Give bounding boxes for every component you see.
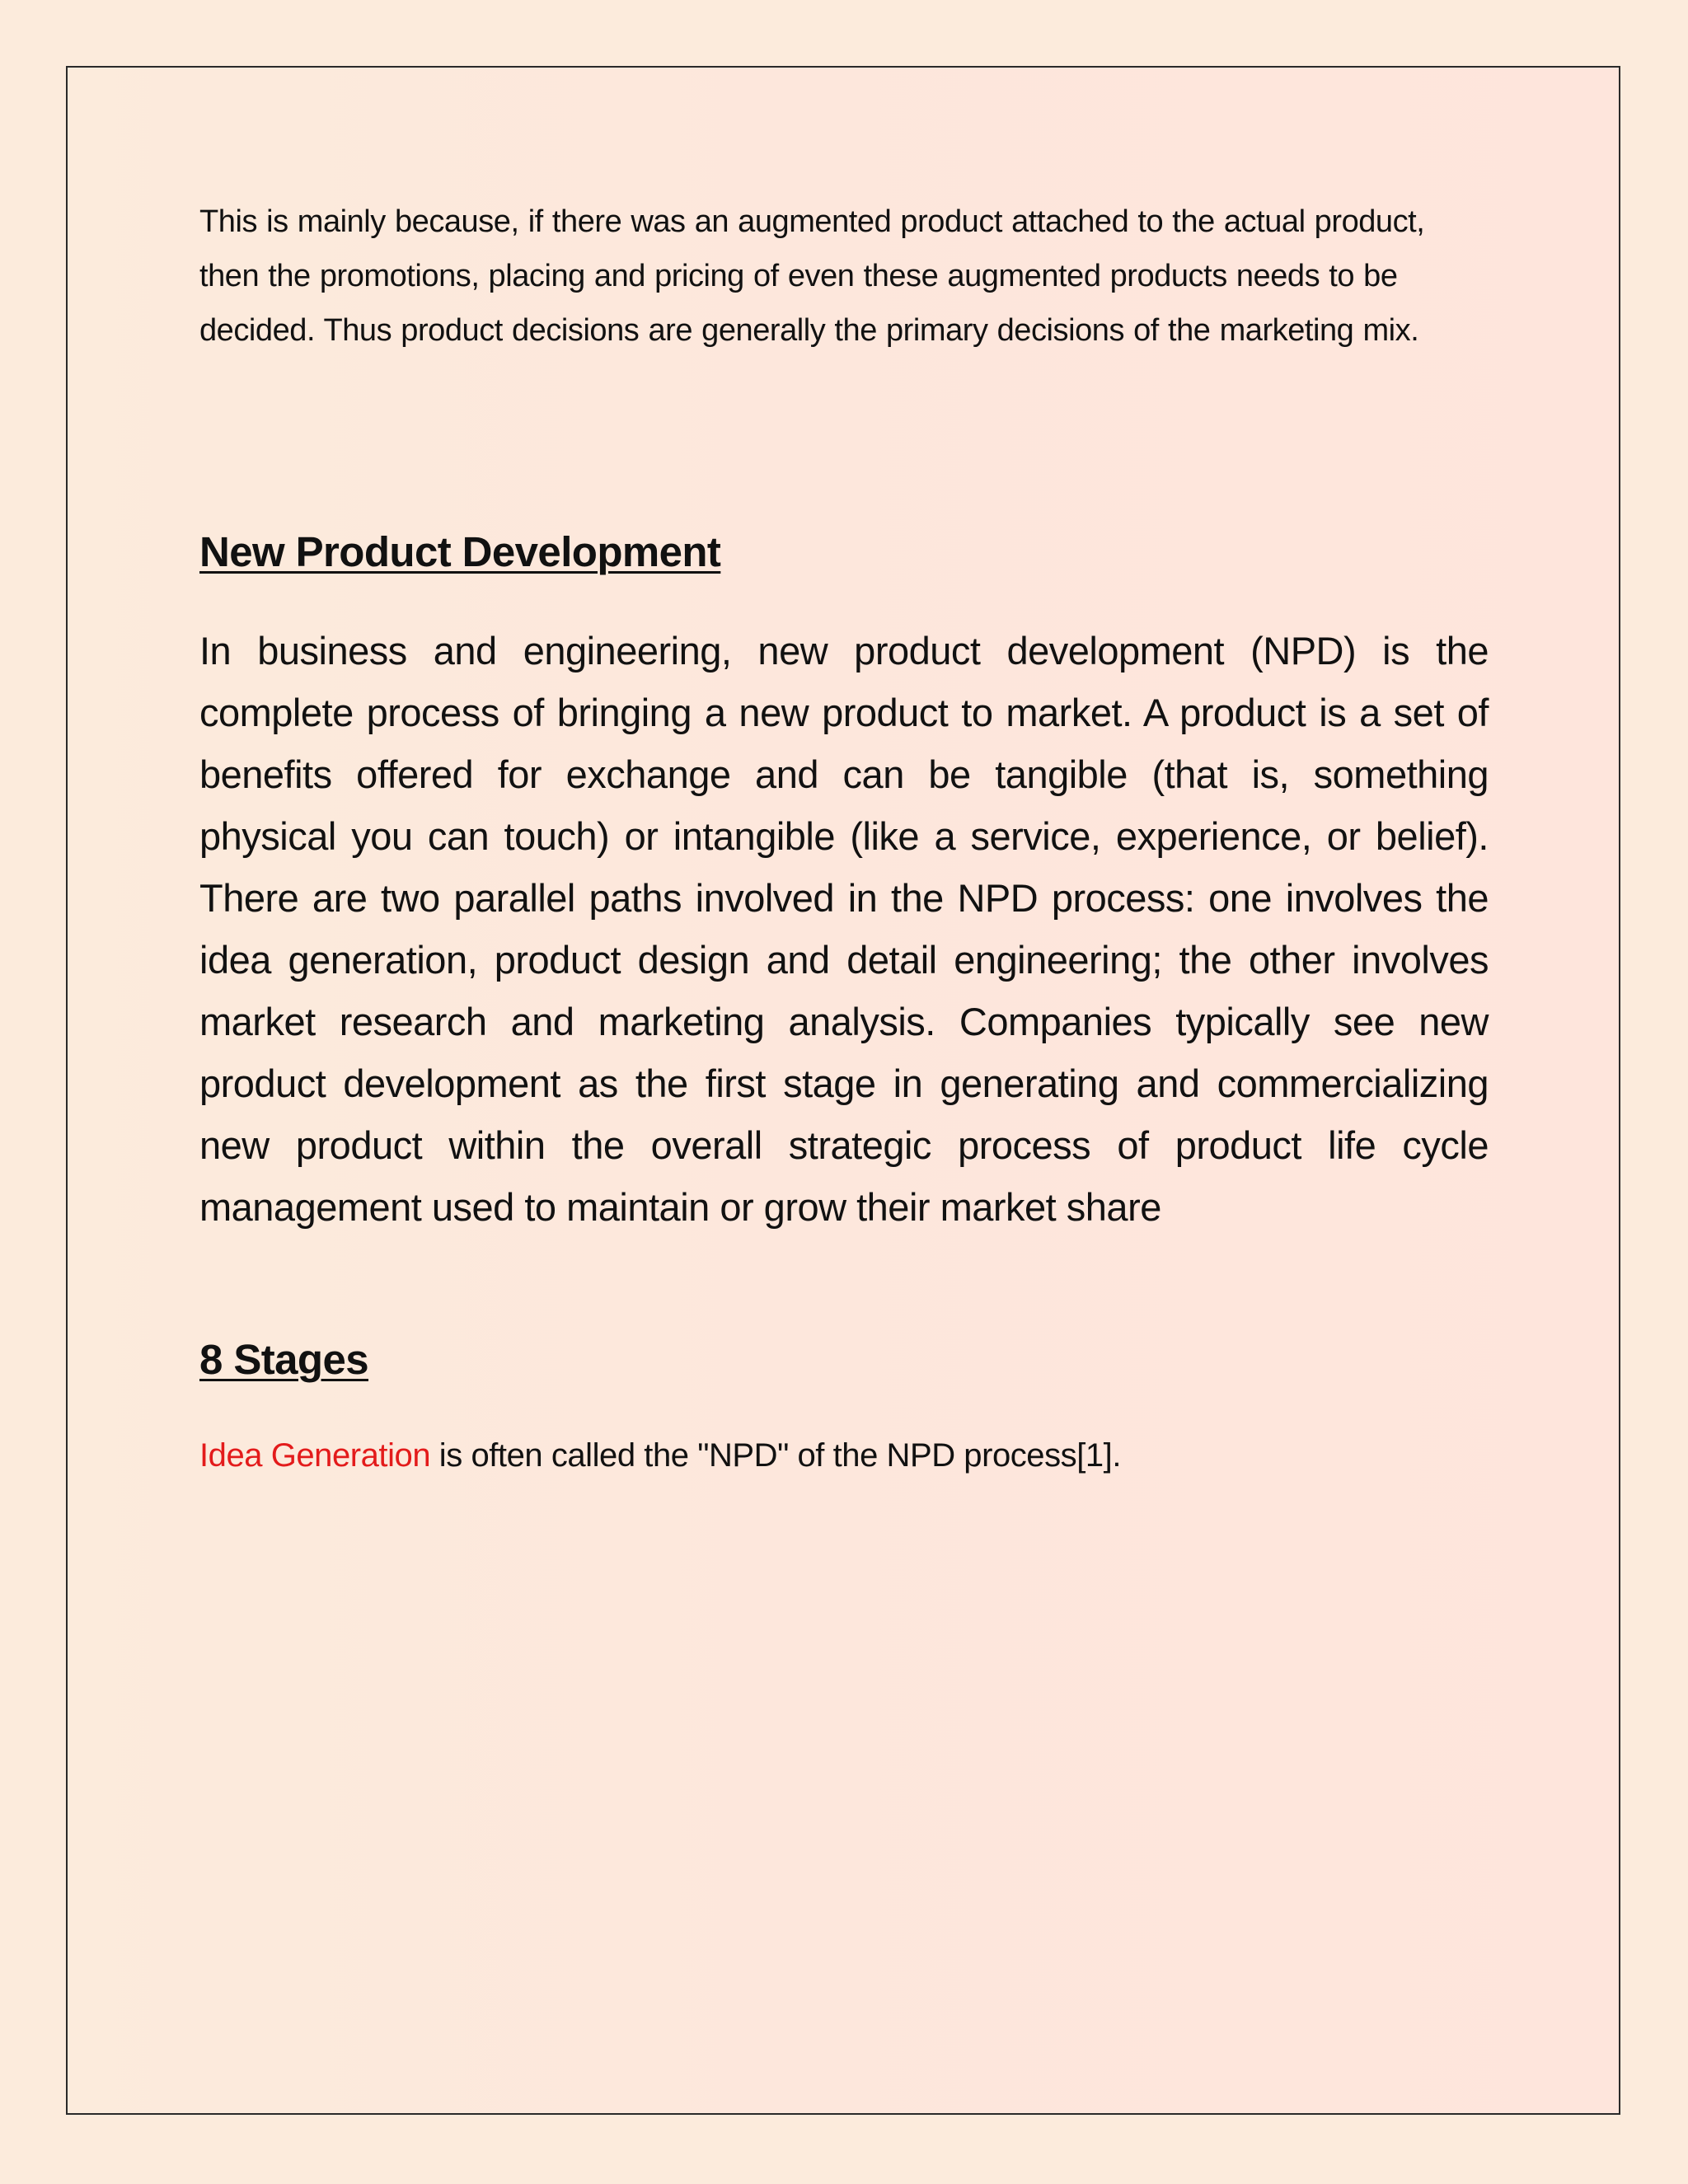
- intro-paragraph: This is mainly because, if there was an augmented product attached to the actual product, then the promotions, placing and pricing of even these augmented products needs to be decided. Thus product decisions are generally the primary decisions of the marketing mix.: [199, 204, 1425, 348]
- stages-heading-container: [199, 1335, 368, 1385]
- stages-paragraph: [199, 1431, 1489, 1480]
- section-heading-8-stages: 8 Stages: [199, 1336, 368, 1383]
- npd-heading-container: [199, 527, 720, 577]
- section-heading-new-product-development: New Product Development: [199, 528, 721, 575]
- stages-paragraph-text: is often called the "NPD" of the NPD process[1].: [430, 1437, 1121, 1474]
- idea-generation-highlight: Idea Generation: [199, 1437, 431, 1474]
- npd-paragraph: In business and engineering, new product development (NPD) is the complete process of bringing a new product to market. A product is a set of benefits offered for exchange and can be tangible (that is, something physical you can touch) or intangible (like a service, experience, or belief). There are two parallel paths involved in the NPD process: one involves the idea generation, product design and detail engineering; the other involves market research and marketing analysis. Companies typically see new product development as the first stage in generating and commercializing new product within the overall strategic process of product life cycle management used to maintain or grow their market share: [199, 629, 1489, 1229]
- document-content: [199, 194, 1489, 1474]
